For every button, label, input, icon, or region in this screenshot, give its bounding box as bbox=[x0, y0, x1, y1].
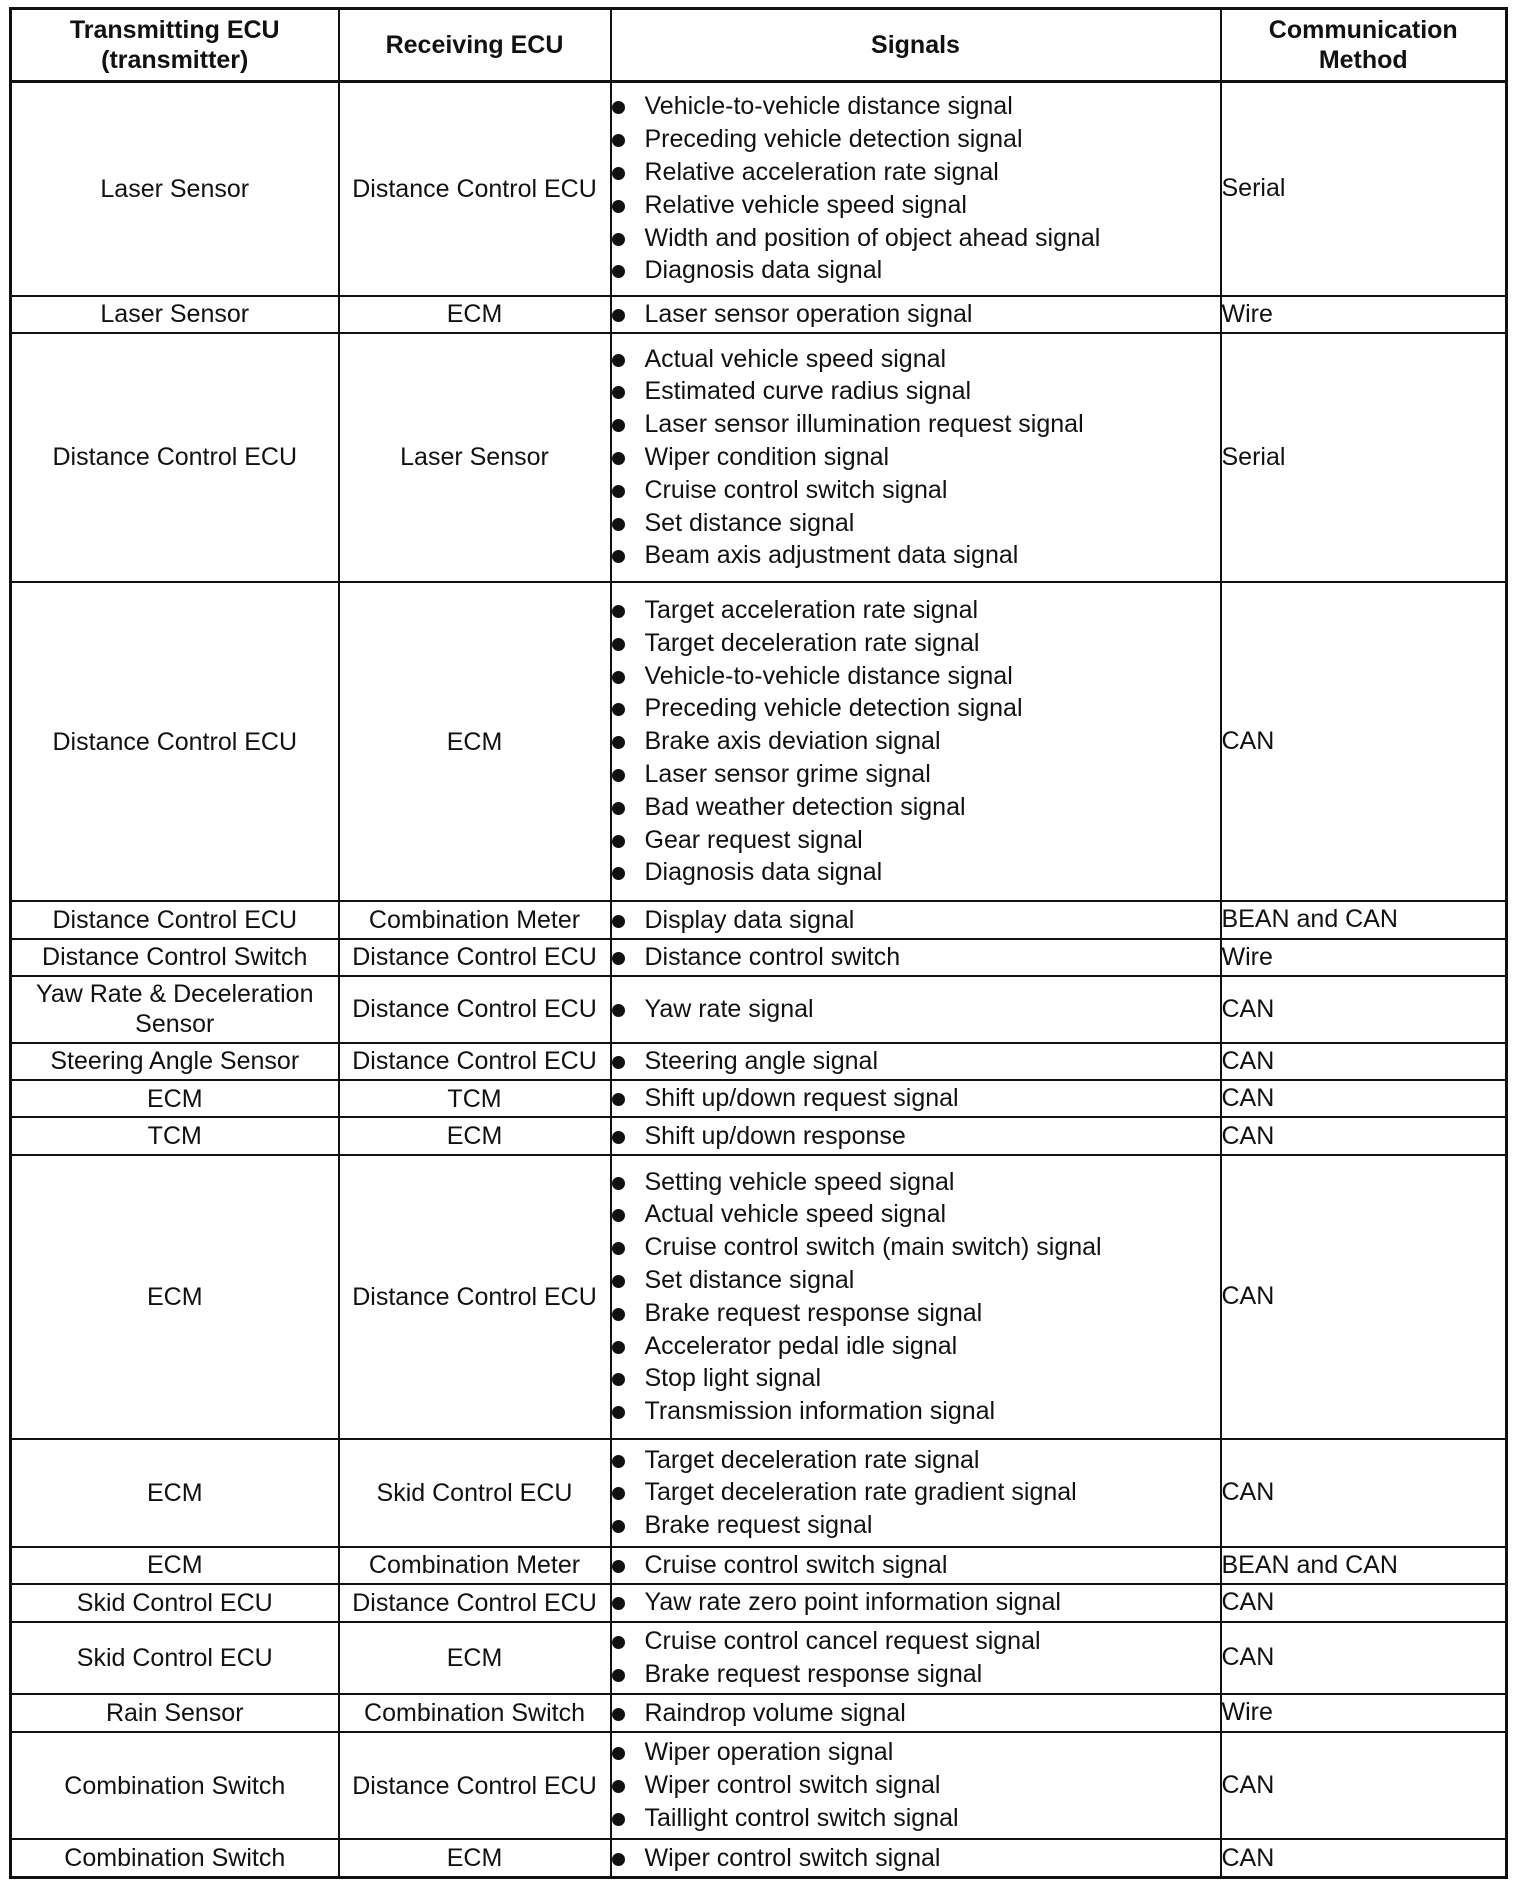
communication-method-cell: CAN bbox=[1221, 1080, 1507, 1117]
receiving-ecu-cell: Distance Control ECU bbox=[339, 1584, 611, 1621]
signal-list bbox=[612, 594, 1220, 889]
signals-cell bbox=[611, 1584, 1221, 1621]
transmitting-ecu-cell: ECM bbox=[11, 1439, 339, 1547]
table-row bbox=[11, 939, 1507, 976]
signal-list-item: Cruise control cancel request signal bbox=[612, 1625, 1220, 1658]
receiving-ecu-cell: Combination Meter bbox=[339, 1547, 611, 1584]
table-row bbox=[11, 1043, 1507, 1080]
table-row bbox=[11, 1584, 1507, 1621]
communication-method-cell: CAN bbox=[1221, 1043, 1507, 1080]
communication-method-cell: Wire bbox=[1221, 939, 1507, 976]
signal-list bbox=[612, 1082, 1220, 1115]
signal-list-item: Laser sensor grime signal bbox=[612, 758, 1220, 791]
signal-list-item: Taillight control switch signal bbox=[612, 1802, 1220, 1835]
signals-cell bbox=[611, 1694, 1221, 1731]
signal-list bbox=[612, 1549, 1220, 1582]
receiving-ecu-cell: Distance Control ECU bbox=[339, 976, 611, 1043]
communication-method-cell: Wire bbox=[1221, 296, 1507, 333]
signal-list-item: Target acceleration rate signal bbox=[612, 594, 1220, 627]
communication-method-cell: BEAN and CAN bbox=[1221, 1547, 1507, 1584]
signals-cell bbox=[611, 82, 1221, 296]
table-row bbox=[11, 1117, 1507, 1154]
signal-list-item: Preceding vehicle detection signal bbox=[612, 123, 1220, 156]
signal-list-item: Target deceleration rate gradient signal bbox=[612, 1476, 1220, 1509]
transmitting-ecu-cell: Laser Sensor bbox=[11, 82, 339, 296]
signal-list-item: Stop light signal bbox=[612, 1362, 1220, 1395]
signal-list-item: Shift up/down request signal bbox=[612, 1082, 1220, 1115]
signal-list bbox=[612, 1166, 1220, 1428]
signal-list bbox=[612, 1586, 1220, 1619]
signal-list-item: Actual vehicle speed signal bbox=[612, 343, 1220, 376]
signal-list-item: Wiper control switch signal bbox=[612, 1769, 1220, 1802]
communication-method-cell: Serial bbox=[1221, 333, 1507, 582]
communication-method-cell: CAN bbox=[1221, 1622, 1507, 1695]
table-row bbox=[11, 976, 1507, 1043]
signal-list-item: Target deceleration rate signal bbox=[612, 627, 1220, 660]
table-row bbox=[11, 1694, 1507, 1731]
signal-list bbox=[612, 1697, 1220, 1730]
signals-cell bbox=[611, 1117, 1221, 1154]
signal-list-item: Brake request response signal bbox=[612, 1658, 1220, 1691]
signal-list bbox=[612, 1736, 1220, 1834]
signal-list-item: Display data signal bbox=[612, 904, 1220, 937]
receiving-ecu-cell: Laser Sensor bbox=[339, 333, 611, 582]
receiving-ecu-cell: TCM bbox=[339, 1080, 611, 1117]
transmitting-ecu-cell: ECM bbox=[11, 1547, 339, 1584]
signal-list bbox=[612, 904, 1220, 937]
signal-list-item: Yaw rate zero point information signal bbox=[612, 1586, 1220, 1619]
signal-list-item: Steering angle signal bbox=[612, 1045, 1220, 1078]
signal-list-item: Shift up/down response bbox=[612, 1120, 1220, 1153]
signal-list-item: Actual vehicle speed signal bbox=[612, 1198, 1220, 1231]
transmitting-ecu-cell: Skid Control ECU bbox=[11, 1584, 339, 1621]
signal-list-item: Yaw rate signal bbox=[612, 993, 1220, 1026]
table-row bbox=[11, 1439, 1507, 1547]
signal-list bbox=[612, 1444, 1220, 1542]
transmitting-ecu-cell: ECM bbox=[11, 1155, 339, 1439]
communication-method-cell: CAN bbox=[1221, 1439, 1507, 1547]
table-row bbox=[11, 1080, 1507, 1117]
table-row bbox=[11, 1547, 1507, 1584]
signal-list-item: Vehicle-to-vehicle distance signal bbox=[612, 660, 1220, 693]
transmitting-ecu-cell: Combination Switch bbox=[11, 1732, 339, 1840]
signal-list-item: Diagnosis data signal bbox=[612, 254, 1220, 287]
signals-cell bbox=[611, 1080, 1221, 1117]
table-row bbox=[11, 582, 1507, 901]
transmitting-ecu-cell: TCM bbox=[11, 1117, 339, 1154]
transmitting-ecu-cell: Yaw Rate & Deceleration Sensor bbox=[11, 976, 339, 1043]
signal-list-item: Beam axis adjustment data signal bbox=[612, 539, 1220, 572]
signal-list-item: Laser sensor illumination request signal bbox=[612, 408, 1220, 441]
signals-cell bbox=[611, 1622, 1221, 1695]
communication-method-cell: CAN bbox=[1221, 976, 1507, 1043]
transmitting-ecu-cell: Combination Switch bbox=[11, 1839, 339, 1877]
signal-list-item: Brake request signal bbox=[612, 1509, 1220, 1542]
signal-list-item: Raindrop volume signal bbox=[612, 1697, 1220, 1730]
communication-method-cell: Wire bbox=[1221, 1694, 1507, 1731]
communication-method-cell: CAN bbox=[1221, 1584, 1507, 1621]
signal-list bbox=[612, 343, 1220, 573]
communication-method-cell: CAN bbox=[1221, 1117, 1507, 1154]
transmitting-ecu-cell: Laser Sensor bbox=[11, 296, 339, 333]
transmitting-ecu-cell: ECM bbox=[11, 1080, 339, 1117]
signal-list-item: Bad weather detection signal bbox=[612, 791, 1220, 824]
signal-list-item: Transmission information signal bbox=[612, 1395, 1220, 1428]
signals-cell bbox=[611, 1155, 1221, 1439]
signal-list bbox=[612, 90, 1220, 287]
table-row bbox=[11, 1732, 1507, 1840]
signal-list-item: Diagnosis data signal bbox=[612, 856, 1220, 889]
header-receiving-ecu: Receiving ECU bbox=[339, 9, 611, 82]
receiving-ecu-cell: Combination Meter bbox=[339, 901, 611, 938]
communication-method-cell: CAN bbox=[1221, 1732, 1507, 1840]
signals-cell bbox=[611, 1439, 1221, 1547]
receiving-ecu-cell: Skid Control ECU bbox=[339, 1439, 611, 1547]
table-row bbox=[11, 296, 1507, 333]
signal-list bbox=[612, 941, 1220, 974]
receiving-ecu-cell: Combination Switch bbox=[339, 1694, 611, 1731]
receiving-ecu-cell: Distance Control ECU bbox=[339, 1043, 611, 1080]
table-row bbox=[11, 901, 1507, 938]
signals-cell bbox=[611, 901, 1221, 938]
signal-list bbox=[612, 298, 1220, 331]
signal-list-item: Vehicle-to-vehicle distance signal bbox=[612, 90, 1220, 123]
signals-cell bbox=[611, 939, 1221, 976]
signals-cell bbox=[611, 1839, 1221, 1877]
communication-method-cell: CAN bbox=[1221, 582, 1507, 901]
communication-method-cell: CAN bbox=[1221, 1155, 1507, 1439]
receiving-ecu-cell: ECM bbox=[339, 582, 611, 901]
signal-list-item: Cruise control switch signal bbox=[612, 1549, 1220, 1582]
signal-list-item: Width and position of object ahead signal bbox=[612, 222, 1220, 255]
signal-list-item: Wiper control switch signal bbox=[612, 1842, 1220, 1875]
signal-list-item: Cruise control switch (main switch) signal bbox=[612, 1231, 1220, 1264]
receiving-ecu-cell: Distance Control ECU bbox=[339, 1732, 611, 1840]
receiving-ecu-cell: Distance Control ECU bbox=[339, 1155, 611, 1439]
signal-list-item: Set distance signal bbox=[612, 1264, 1220, 1297]
receiving-ecu-cell: Distance Control ECU bbox=[339, 939, 611, 976]
transmitting-ecu-cell: Rain Sensor bbox=[11, 1694, 339, 1731]
signal-list-item: Wiper condition signal bbox=[612, 441, 1220, 474]
signal-list-item: Accelerator pedal idle signal bbox=[612, 1330, 1220, 1363]
signal-list-item: Set distance signal bbox=[612, 507, 1220, 540]
signal-list-item: Brake axis deviation signal bbox=[612, 725, 1220, 758]
transmitting-ecu-cell: Steering Angle Sensor bbox=[11, 1043, 339, 1080]
signal-list-item: Target deceleration rate signal bbox=[612, 1444, 1220, 1477]
signal-list bbox=[612, 993, 1220, 1026]
signals-cell bbox=[611, 1043, 1221, 1080]
signal-list bbox=[612, 1120, 1220, 1153]
table-row bbox=[11, 82, 1507, 296]
signals-cell bbox=[611, 333, 1221, 582]
signal-list bbox=[612, 1625, 1220, 1691]
header-transmitting-ecu: Transmitting ECU (transmitter) bbox=[11, 9, 339, 82]
signals-cell bbox=[611, 582, 1221, 901]
transmitting-ecu-cell: Distance Control ECU bbox=[11, 901, 339, 938]
header-row bbox=[11, 9, 1507, 82]
table-row bbox=[11, 333, 1507, 582]
signal-list-item: Laser sensor operation signal bbox=[612, 298, 1220, 331]
signal-list-item: Wiper operation signal bbox=[612, 1736, 1220, 1769]
signal-list-item: Cruise control switch signal bbox=[612, 474, 1220, 507]
signal-list bbox=[612, 1045, 1220, 1078]
table-row bbox=[11, 1839, 1507, 1877]
signals-cell bbox=[611, 1547, 1221, 1584]
signal-list-item: Gear request signal bbox=[612, 824, 1220, 857]
table-body bbox=[11, 82, 1507, 1878]
transmitting-ecu-cell: Distance Control Switch bbox=[11, 939, 339, 976]
signal-list-item: Relative acceleration rate signal bbox=[612, 156, 1220, 189]
transmitting-ecu-cell: Distance Control ECU bbox=[11, 333, 339, 582]
signals-cell bbox=[611, 296, 1221, 333]
receiving-ecu-cell: ECM bbox=[339, 1839, 611, 1877]
table-row bbox=[11, 1622, 1507, 1695]
transmitting-ecu-cell: Skid Control ECU bbox=[11, 1622, 339, 1695]
communication-method-cell: CAN bbox=[1221, 1839, 1507, 1877]
signal-list-item: Distance control switch bbox=[612, 941, 1220, 974]
signal-list-item: Relative vehicle speed signal bbox=[612, 189, 1220, 222]
table-row bbox=[11, 1155, 1507, 1439]
receiving-ecu-cell: Distance Control ECU bbox=[339, 82, 611, 296]
receiving-ecu-cell: ECM bbox=[339, 1622, 611, 1695]
signal-list-item: Brake request response signal bbox=[612, 1297, 1220, 1330]
receiving-ecu-cell: ECM bbox=[339, 1117, 611, 1154]
transmitting-ecu-cell: Distance Control ECU bbox=[11, 582, 339, 901]
receiving-ecu-cell: ECM bbox=[339, 296, 611, 333]
ecu-signal-table bbox=[9, 7, 1508, 1879]
signals-cell bbox=[611, 976, 1221, 1043]
header-signals: Signals bbox=[611, 9, 1221, 82]
signal-list-item: Setting vehicle speed signal bbox=[612, 1166, 1220, 1199]
communication-method-cell: Serial bbox=[1221, 82, 1507, 296]
communication-method-cell: BEAN and CAN bbox=[1221, 901, 1507, 938]
signals-cell bbox=[611, 1732, 1221, 1840]
signal-list-item: Preceding vehicle detection signal bbox=[612, 692, 1220, 725]
signal-list bbox=[612, 1842, 1220, 1875]
header-communication-method: Communication Method bbox=[1221, 9, 1507, 82]
signal-list-item: Estimated curve radius signal bbox=[612, 375, 1220, 408]
